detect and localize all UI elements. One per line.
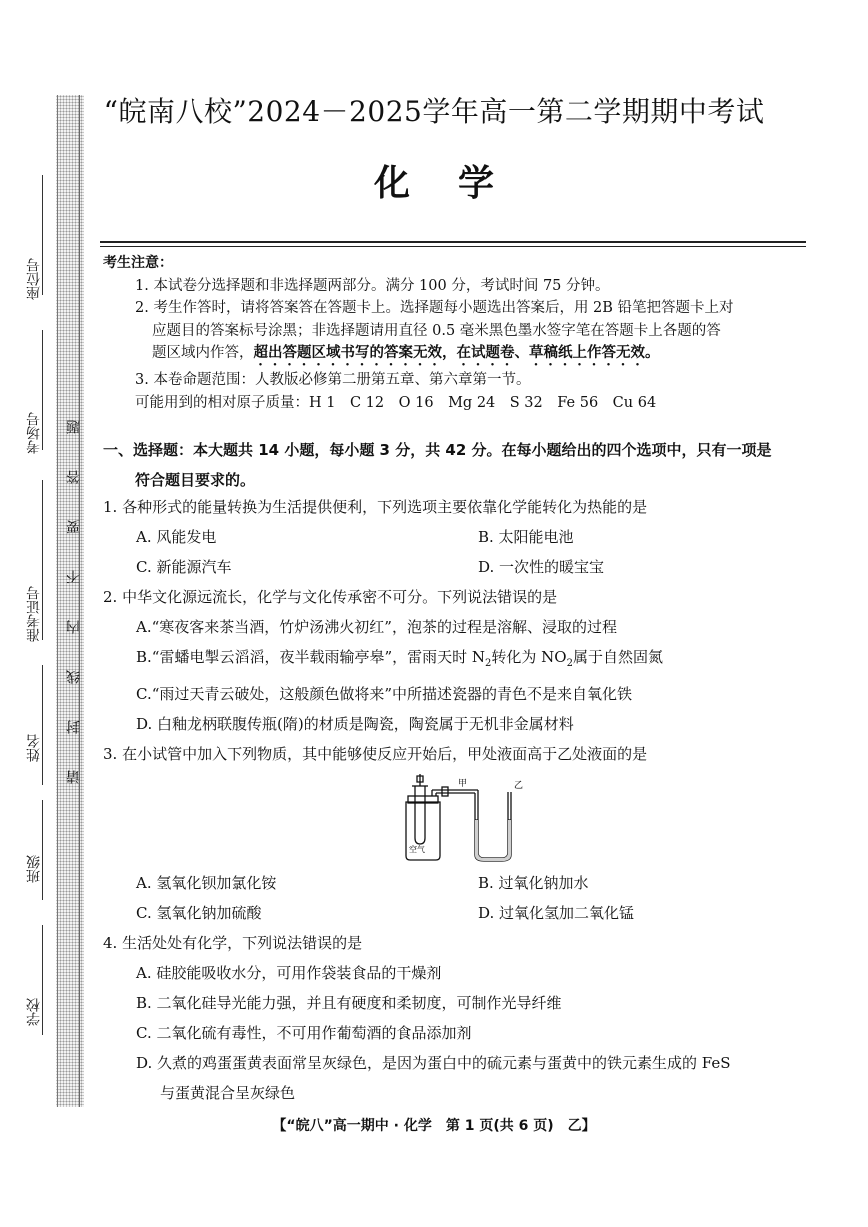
field-line [42, 800, 43, 900]
subscript: 2 [566, 658, 573, 669]
seal-char: 不 [66, 570, 82, 584]
section-heading [103, 435, 808, 495]
seal-char: 题 [66, 420, 82, 434]
header-rule [100, 246, 806, 247]
text: B.“雷蟠电掣云滔滔，夜半载雨输亭皋”，雷雨天时 N [136, 648, 486, 666]
question-3-stem: 3. 在小试管中加入下列物质，其中能够使反应开始后，甲处液面高于乙处液面的是 [103, 745, 648, 763]
q1-option-a: A. 风能发电 [136, 528, 217, 546]
field-seat-number: 座位号 [26, 258, 42, 300]
header-rule [100, 241, 806, 243]
question-2-stem: 2. 中华文化源远流长，化学与文化传承密不可分。下列说法错误的是 [103, 588, 558, 606]
q2-option-b [103, 642, 813, 679]
binding-line [57, 95, 58, 1107]
field-admission-number: 准考证号 [26, 586, 42, 642]
q1-option-b: B. 太阳能电池 [478, 528, 574, 546]
options-row [103, 552, 813, 582]
options-row [103, 868, 813, 898]
section-line: 符合题目要求的。 [135, 471, 256, 489]
q4-option-c: C. 二氧化硫有毒性，不可用作葡萄酒的食品添加剂 [136, 1024, 472, 1042]
options-row [103, 898, 813, 928]
seal-char: 线 [66, 670, 82, 684]
field-line [42, 925, 43, 1035]
q1-option-d: D. 一次性的暖宝宝 [478, 558, 605, 576]
question-1-stem: 1. 各种形式的能量转换为生活提供便利，下列选项主要依靠化学能转化为热能的是 [103, 498, 648, 516]
notice-text: 题区域内作答， [152, 345, 254, 361]
label-yi: 乙 [514, 781, 524, 791]
text: 属于自然固氮 [572, 648, 663, 666]
q2-option-d: D. 白釉龙柄联腹传瓶(隋)的材质是陶瓷，陶瓷属于无机非金属材料 [136, 715, 574, 733]
q1-option-c: C. 新能源汽车 [136, 558, 232, 576]
field-line [42, 330, 43, 450]
q2-option-c: C.“雨过天青云破处，这般颜色做将来”中所描述瓷器的青色不是来自氧化铁 [136, 685, 633, 703]
apparatus-diagram [398, 772, 524, 862]
notice-item-2: 2. 考生作答时，请将答案答在答题卡上。选择题每小题选出答案后，用 2B 铅笔把答题卡上对 [135, 300, 734, 316]
questions-block-2 [103, 868, 813, 1108]
notice-item-2-cont [103, 342, 808, 369]
q3-option-a: A. 氢氧化钡加氯化铵 [136, 874, 277, 892]
options-row [103, 522, 813, 552]
q3-option-d: D. 过氧化氢加二氧化锰 [478, 904, 635, 922]
exam-notice [103, 252, 808, 414]
seal-char: 请 [66, 770, 82, 784]
q3-option-b: B. 过氧化钠加水 [478, 874, 589, 892]
subscript: 2 [485, 658, 492, 669]
q4-option-b: B. 二氧化硅导光能力强，并且有硬度和柔韧度，可制作光导纤维 [136, 994, 562, 1012]
field-line [42, 665, 43, 785]
q4-option-a: A. 硅胶能吸收水分，可用作袋装食品的干燥剂 [136, 964, 442, 982]
subject-title: 化学 [373, 163, 542, 204]
question-4-stem: 4. 生活处处有化学，下列说法错误的是 [103, 934, 363, 952]
section-line: 一、选择题：本大题共 14 小题，每小题 3 分，共 42 分。在每小题给出的四个选项中，只有一项是 [103, 441, 772, 459]
q4-option-d: D. 久煮的鸡蛋蛋黄表面常呈灰绿色，是因为蛋白中的硫元素与蛋黄中的铁元素生成的 FeS [136, 1054, 731, 1072]
notice-item-2-cont: 应题目的答案标号涂黑；非选择题请用直径 0.5 毫米黑色墨水签字笔在答题卡上各题的答 [152, 322, 721, 339]
sealing-line [79, 95, 80, 1107]
notice-heading: 考生注意： [103, 255, 173, 271]
q2-option-a: A.“寒夜客来茶当酒，竹炉汤沸火初红”，泡茶的过程是溶解、浸取的过程 [136, 618, 617, 636]
notice-item-1: 1. 本试卷分选择题和非选择题两部分。满分 100 分，考试时间 75 分钟。 [135, 277, 610, 294]
field-line [42, 480, 43, 640]
field-exam-room: 考场号 [26, 412, 42, 454]
questions-block [103, 492, 813, 769]
field-school: 学校 [26, 998, 42, 1026]
exam-title: “皖南八校”2024－2025学年高一第二学期期中考试 [103, 95, 765, 128]
seal-char: 要 [66, 520, 82, 534]
seal-char: 内 [66, 620, 82, 634]
field-name: 姓名 [26, 734, 42, 762]
seal-char: 答 [66, 470, 82, 484]
page-footer: 【“皖八”高一期中 · 化学 第 1 页(共 6 页) 乙】 [272, 1118, 596, 1134]
apparatus-svg [398, 772, 524, 862]
atomic-masses: 可能用到的相对原子质量：H 1 C 12 O 16 Mg 24 S 32 Fe 56 Cu 64 [135, 394, 657, 411]
label-jia: 甲 [458, 779, 468, 789]
field-class: 班级 [26, 855, 42, 883]
label-air: 空气 [409, 845, 425, 854]
seal-char: 封 [66, 720, 82, 734]
text: 转化为 NO [491, 648, 567, 666]
notice-item-3: 3. 本卷命题范围：人教版必修第二册第五章、第六章第一节。 [135, 372, 531, 388]
q4-option-d-cont: 与蛋黄混合呈灰绿色 [160, 1084, 296, 1102]
notice-emphasis: 超出答题区域书写的答案无效，在试题卷、草稿纸上作答无效。 [253, 345, 660, 361]
q3-option-c: C. 氢氧化钠加硫酸 [136, 904, 262, 922]
